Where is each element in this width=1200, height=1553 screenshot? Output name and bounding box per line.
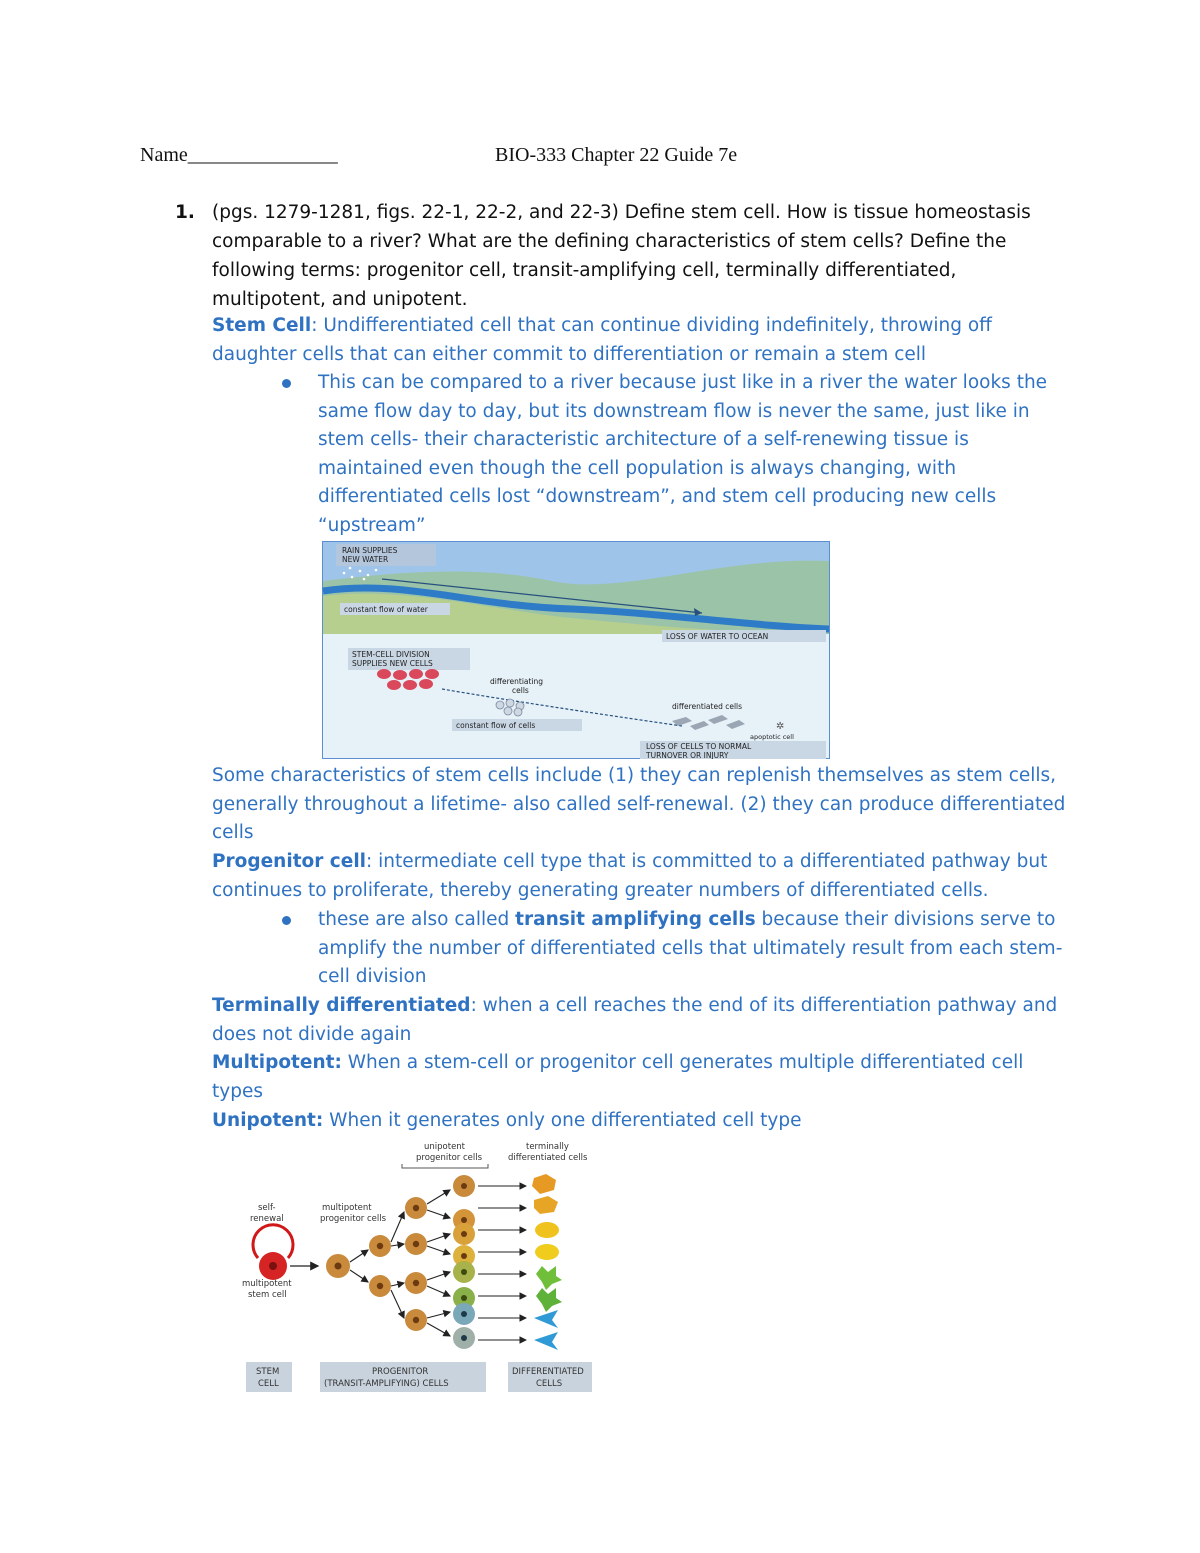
transit-text-pre: these are also called [318,909,516,930]
bullet-river-analogy [318,369,1063,541]
differentiating-line1: differentiating [490,677,544,686]
stem-division-line1: STEM-CELL DIVISION [352,650,430,659]
terminal-label-line2: differentiated cells [508,1153,588,1163]
unipotent-bracket [402,1164,488,1168]
loss-cells-line2: TURNOVER OR INJURY [646,751,729,759]
terminal-arrows [478,1186,526,1340]
apoptotic-label: apoptotic cell [750,733,794,741]
definition-terminally-differentiated: : when a cell reaches the end of its differentiation pathway and does not divide again [212,995,1058,1045]
stem-box-line1: STEM [256,1367,280,1377]
apoptotic-cell-icon: ✲ [776,721,785,732]
differentiating-line2: cells [512,686,529,695]
term-terminally-differentiated: Terminally differentiated [212,995,471,1016]
cell-lineage-figure [236,1138,598,1394]
stem-cell-nucleus [269,1262,277,1270]
river-analogy-text: This can be compared to a river because just like in a river the water looks the same flow day to day, but its downstream flow is never the same, just like in stem cells- their characteristic architecture of a self-renewing tissue is maintained even though the cell population is always changing, with differentiated cells lost “downstream”, and stem cell producing new cells “upstream” [318,372,1048,536]
river-analogy-figure [322,541,830,759]
stem-division-line2: SUPPLIES NEW CELLS [352,659,433,668]
answer-unipotent [212,1107,1072,1136]
multipotent-stem-line1: multipotent [242,1279,292,1289]
loss-cells-line1: LOSS OF CELLS TO NORMAL [646,742,752,751]
water-flow-label: constant flow of water [344,605,428,614]
document-header [140,144,1060,172]
definition-progenitor: : intermediate cell type that is committed to a differentiated pathway but continues to proliferate, thereby generating greater numbers of differentiated cells. [212,851,1048,901]
unipotent-label-line2: progenitor cells [416,1153,483,1163]
question-text: (pgs. 1279-1281, figs. 22-1, 22-2, and 22-3) Define stem cell. How is tissue homeostasis comparable to a river? What are the defining characteristics of stem cells? Define the following terms: progenitor cell, transit-amplifying cell, terminally differentiated, multipotent, and unipotent. [212,202,1031,310]
answer-terminally-differentiated [212,992,1072,1049]
term-stem-cell: Stem Cell [212,315,312,336]
self-renewal-line2: renewal [250,1214,284,1224]
unipotent-cells [453,1175,475,1349]
name-field-label: Name_______________ [140,144,338,166]
differentiated-box-line1: DIFFERENTIATED [512,1367,584,1377]
question-1 [140,198,1060,314]
terminal-label-line1: terminally [526,1142,569,1152]
rain-label-line2: NEW WATER [342,555,389,564]
answer-multipotent [212,1049,1072,1106]
answer-characteristics: Some characteristics of stem cells include (1) they can replenish themselves as stem cells, generally throughout a lifetime- also called self-renewal. (2) they can produce differentiated cells [212,765,1066,844]
document-title: BIO-333 Chapter 22 Guide 7e [495,144,738,166]
self-renewal-line1: self- [258,1203,276,1213]
definition-unipotent: When it generates only one differentiated cell type [323,1110,802,1131]
multipotent-stem-line2: stem cell [248,1290,287,1300]
answer-stem-cell [212,312,1072,369]
term-unipotent: Unipotent: [212,1110,324,1131]
progenitor-box-line1: PROGENITOR [372,1367,429,1377]
term-progenitor: Progenitor cell [212,851,367,872]
term-transit-amplifying: transit amplifying cells [515,909,756,930]
definition-stem-cell: : Undifferentiated cell that can continue dividing indefinitely, throwing off daughter cells that can either commit to differentiation or remain a stem cell [212,315,992,365]
progenitor-box-line2: (TRANSIT-AMPLIFYING) CELLS [324,1379,449,1389]
multipotent-progenitor-line1: multipotent [322,1203,372,1213]
transit-text-post: because their divisions serve to amplify the number of differentiated cells that ultimately result from each stem-cell division [318,909,1063,988]
differentiated-cells [532,1174,562,1350]
cell-flow-label: constant flow of cells [456,721,536,730]
differentiated-label: differentiated cells [672,702,743,711]
loss-water-label: LOSS OF WATER TO OCEAN [666,632,769,641]
multipotent-progenitor-line2: progenitor cells [320,1214,387,1224]
definition-multipotent: When a stem-cell or progenitor cell generates multiple differentiated cell types [212,1052,1024,1102]
rain-label-line1: RAIN SUPPLIES [342,546,398,555]
question-number: 1. [175,202,195,223]
answer-progenitor [212,848,1072,905]
unipotent-label-line1: unipotent [424,1142,466,1152]
bullet-transit-amplifying [318,906,1063,992]
bullet-dot-icon [282,916,291,925]
term-multipotent: Multipotent: [212,1052,342,1073]
stem-box-line2: CELL [258,1379,279,1389]
differentiated-box-line2: CELLS [536,1379,563,1389]
bullet-dot-icon [282,379,291,388]
